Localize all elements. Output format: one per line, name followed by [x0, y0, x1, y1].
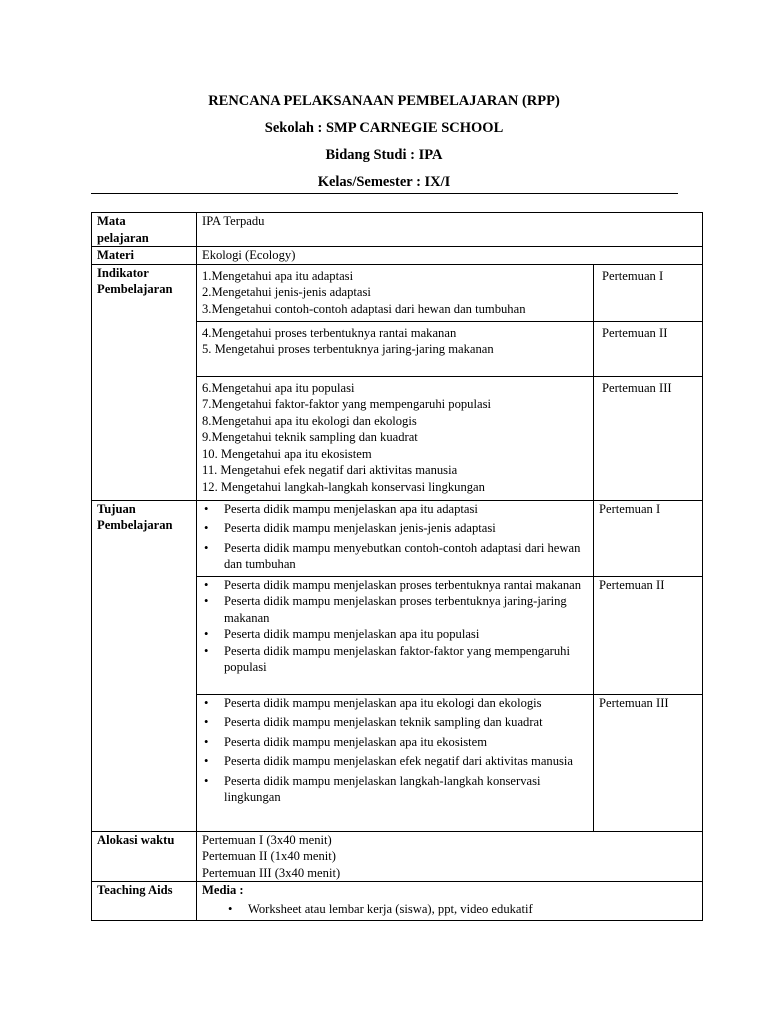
indikator-list	[197, 321, 594, 376]
list-item: • Peserta didik mampu menjelaskan proses terbentuknya rantai makanan	[202, 577, 588, 594]
list-item: 10. Mengetahui apa itu ekosistem	[202, 446, 372, 461]
tujuan-list	[197, 694, 594, 831]
list-item: • Peserta didik mampu menjelaskan jenis-jenis adaptasi	[202, 520, 588, 537]
label-line: Mata	[97, 214, 126, 228]
label-tujuan	[92, 500, 197, 831]
list-item: • Peserta didik mampu menjelaskan teknik sampling dan kuadrat	[202, 714, 588, 731]
label-line: pelajaran	[97, 230, 149, 245]
subject-line: Bidang Studi : IPA	[325, 147, 443, 163]
indikator-list	[197, 264, 594, 321]
tujuan-list	[197, 500, 594, 576]
list-item: • Peserta didik mampu menjelaskan apa itu populasi	[202, 626, 588, 643]
label-indikator	[92, 264, 197, 500]
label-line: Indikator	[97, 265, 149, 280]
list-item: 4.Mengetahui proses terbentuknya rantai makanan	[202, 325, 457, 340]
list-item: 5. Mengetahui proses terbentuknya jaring-jaring makanan	[202, 342, 494, 356]
indikator-list	[197, 376, 594, 500]
tujuan-list	[197, 576, 594, 694]
value-teaching-aids	[197, 882, 703, 921]
list-item: 2.Mengetahui jenis-jenis adaptasi	[202, 285, 371, 299]
list-item: 11. Mengetahui efek negatif dari aktivitas manusia	[202, 463, 458, 477]
list-item: • Peserta didik mampu menjelaskan langkah-langkah konservasi lingkungan	[202, 773, 588, 806]
list-item: • Peserta didik mampu menjelaskan apa itu ekosistem	[202, 734, 588, 751]
row-tujuan-1	[92, 500, 703, 576]
label-teaching-aids: Teaching Aids	[92, 882, 197, 921]
list-item: • Peserta didik mampu menjelaskan apa itu ekologi dan ekologis	[202, 695, 588, 712]
label-materi: Materi	[92, 247, 197, 265]
document-title: RENCANA PELAKSANAAN PEMBELAJARAN (RPP)	[208, 93, 560, 109]
class-semester-line: Kelas/Semester : IX/I	[317, 174, 451, 190]
row-indikator-1	[92, 264, 703, 321]
school-line: Sekolah : SMP CARNEGIE SCHOOL	[264, 120, 504, 136]
allocation-line: Pertemuan I (3x40 menit)	[202, 832, 332, 847]
meeting-label: Pertemuan II	[594, 576, 703, 694]
label-mata-pelajaran	[92, 213, 197, 247]
list-item: • Peserta didik mampu menyebutkan contoh-contoh adaptasi dari hewan dan tumbuhan	[202, 540, 588, 573]
bullet-list	[202, 577, 588, 676]
label-line: Tujuan	[97, 501, 136, 516]
media-label: Media :	[202, 883, 244, 897]
bullet-list	[202, 501, 588, 573]
row-teaching-aids	[92, 882, 703, 921]
meeting-label: Pertemuan II	[594, 321, 703, 376]
list-item: • Peserta didik mampu menjelaskan efek negatif dari aktivitas manusia	[202, 753, 588, 770]
list-item: 7.Mengetahui faktor-faktor yang mempengaruhi populasi	[202, 397, 491, 411]
value-alokasi-waktu	[197, 831, 703, 882]
allocation-line: Pertemuan III (3x40 menit)	[202, 865, 341, 880]
label-alokasi-waktu: Alokasi waktu	[92, 831, 197, 882]
meeting-label: Pertemuan I	[594, 500, 703, 576]
allocation-line: Pertemuan II (1x40 menit)	[202, 849, 336, 863]
bullet-list	[202, 695, 588, 806]
label-line: Pembelajaran	[97, 518, 173, 532]
list-item: 12. Mengetahui langkah-langkah konservasi lingkungan	[202, 479, 485, 494]
list-item: • Peserta didik mampu menjelaskan faktor-faktor yang mempengaruhi populasi	[202, 643, 588, 676]
label-line: Pembelajaran	[97, 282, 173, 296]
list-item: • Worksheet atau lembar kerja (siswa), ppt, video edukatif	[226, 901, 697, 918]
header-rule	[91, 193, 678, 194]
value-mata-pelajaran: IPA Terpadu	[197, 213, 703, 247]
rpp-table	[91, 212, 703, 921]
list-item: 3.Mengetahui contoh-contoh adaptasi dari hewan dan tumbuhan	[202, 301, 526, 316]
row-mata-pelajaran	[92, 213, 703, 247]
list-item: • Peserta didik mampu menjelaskan apa itu adaptasi	[202, 501, 588, 518]
row-materi	[92, 247, 703, 265]
meeting-label: Pertemuan III	[594, 376, 703, 500]
value-materi: Ekologi (Ecology)	[197, 247, 703, 265]
list-item: • Peserta didik mampu menjelaskan proses terbentuknya jaring-jaring makanan	[202, 593, 588, 626]
row-alokasi-waktu	[92, 831, 703, 882]
list-item: 1.Mengetahui apa itu adaptasi	[202, 268, 354, 283]
meeting-label: Pertemuan I	[594, 264, 703, 321]
list-item: 8.Mengetahui apa itu ekologi dan ekologis	[202, 413, 417, 428]
list-item: 9.Mengetahui teknik sampling dan kuadrat	[202, 430, 418, 444]
bullet-list	[226, 901, 697, 918]
meeting-label: Pertemuan III	[594, 694, 703, 831]
list-item: 6.Mengetahui apa itu populasi	[202, 380, 355, 395]
